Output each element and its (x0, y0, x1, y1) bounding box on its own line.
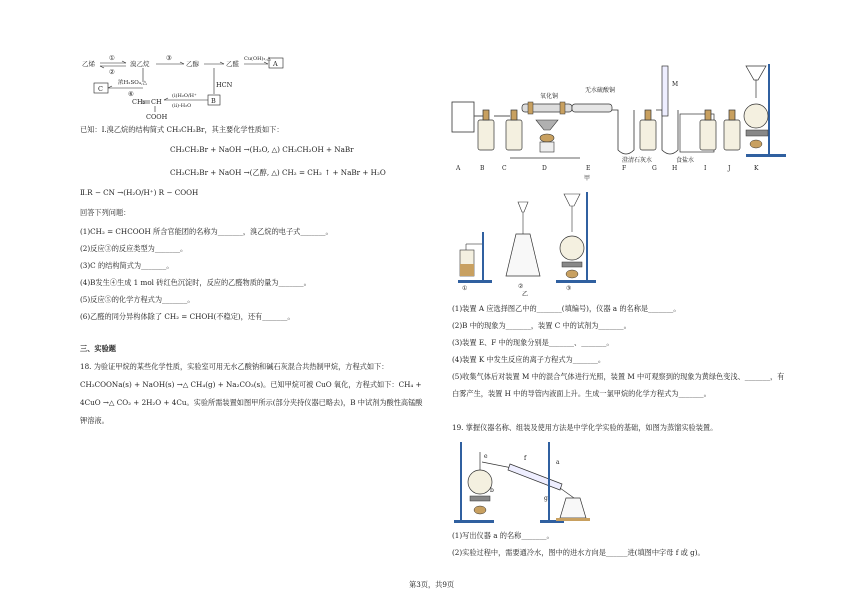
figure-label-jia: 甲 (584, 175, 591, 182)
question-2: (2)反应③的反应类型为_______。 (80, 244, 188, 253)
label-salt: 食盐水 (676, 157, 695, 164)
question-4: (4)B发生④生成 1 mol 砖红色沉淀时，反应的乙醛物质的量为_______。 (80, 278, 311, 287)
figure-label-yi: 乙 (522, 291, 529, 298)
right-question-3: (3)装置 E、F 中的现象分别是_______、_______。 (452, 338, 614, 347)
right-question-5b: 白雾产生，装置 H 中的导管内液面上升。生成一氯甲烷的化学方程式为_______。 (452, 389, 711, 398)
right-question-1: (1)装置 A 应选择图乙中的_______(填编号)，仪器 a 的名称是_______。 (452, 304, 681, 313)
question-5: (5)反应⑤的化学方程式为_______。 (80, 295, 195, 304)
question-1: (1)CH₂ = CHCOOH 所含官能团的名称为_______，溴乙烷的电子式_______。 (80, 227, 333, 236)
problem-18-line-3: 4CuO →△ CO₂ + 2H₂O + 4Cu。实验所需装置如图甲所示(部分夹持仪器已略去)，B 中试剂为酸性高锰酸 (80, 398, 423, 407)
right-question-5a: (5)收集气体后对装置 M 中的混合气体进行光照，装置 M 中可观察到的现象为黄绿色变浅、_______，有 (452, 372, 785, 381)
scheme-ch2: CH₂ (132, 98, 146, 106)
distillation-apparatus (452, 438, 612, 526)
q19-1: (1)写出仪器 a 的名称_______。 (452, 531, 554, 540)
known-2: Ⅱ.R − CN →(H₂O/H⁺) R − COOH (80, 188, 199, 197)
label-cuo: 氧化铜 (540, 93, 559, 100)
scheme-step1: ① (109, 54, 115, 62)
letter-f: F (622, 165, 627, 172)
scheme-hydrolysis: (ⅰ)H₂O/H⁺ (172, 93, 197, 99)
section-title: 三、实验题 (80, 344, 116, 353)
letter-g: G (652, 165, 657, 172)
label-cuso4: 无水硫酸铜 (585, 87, 616, 94)
letter-i: I (704, 165, 707, 172)
scheme-box-a: A (273, 60, 278, 68)
letter-c: C (502, 165, 507, 172)
scheme-step5: 浓H₂SO₄,△ (118, 80, 147, 86)
problem-18-line-2: CH₃COONa(s) + NaOH(s) →△ CH₄(g) + Na₂CO₃(s)。已知甲烷可被 CuO 氧化，方程式如下：CH₄ + (80, 380, 422, 389)
scheme-step2: ② (109, 68, 115, 76)
dist-label-f: f (524, 455, 527, 462)
letter-b: B (480, 165, 485, 172)
scheme-hydrolysis2: (ⅱ)-H₂O (172, 103, 192, 109)
right-question-2: (2)B 中的现象为_______，装置 C 中的试剂为_______。 (452, 321, 631, 330)
yi-label-3: ③ (566, 285, 572, 292)
yi-label-1: ① (462, 285, 468, 292)
scheme-ch: CH (151, 98, 162, 106)
label-lime: 澄清石灰水 (622, 157, 653, 164)
letter-j: J (728, 165, 731, 172)
problem-18-line-1: 18. 为验证甲烷的某些化学性质，实验室可用无水乙酸钠和碱石灰混合共热制甲烷，方程式如下： (80, 362, 389, 371)
letter-h: H (672, 165, 678, 172)
scheme-ethanol: 乙醇 (186, 60, 199, 68)
dist-label-g: g (544, 495, 548, 502)
question-6: (6)乙醛的同分异构体除了 CH₂ = CHOH(不稳定)，还有_______。 (80, 312, 295, 321)
letter-d: D (542, 165, 547, 172)
apparatus-jia (450, 58, 790, 188)
dist-label-e: e (484, 453, 488, 460)
scheme-step4: Cu(OH)₂,△ (244, 56, 271, 62)
letter-k: K (754, 165, 759, 172)
dist-label-b: b (490, 487, 494, 494)
scheme-box-b: B (211, 97, 216, 105)
label-m: M (672, 81, 679, 88)
known-1: 已知：Ⅰ.溴乙烷的结构简式 CH₃CH₂Br，其主要化学性质如下： (80, 125, 284, 134)
scheme-ethylene: 乙烯 (82, 60, 95, 68)
scheme-bromoethane: 溴乙烷 (130, 60, 150, 68)
problem-19: 19. 掌握仪器名称、组装及使用方法是中学化学实验的基础，如图为蒸馏实验装置。 (452, 423, 718, 432)
scheme-step3: ③ (166, 54, 172, 62)
scheme-hcn: HCN (216, 81, 233, 89)
q19-2: (2)实验过程中，需要通冷水，图中的进水方向是______进(填图中字母 f 或 g)。 (452, 548, 705, 557)
scheme-cooh: COOH (146, 113, 168, 121)
scheme-step6: ⑥ (128, 90, 134, 98)
scheme-acetaldehyde: 乙醛 (226, 60, 239, 68)
apparatus-yi (452, 188, 612, 298)
equation-2: CH₃CH₂Br + NaOH →(乙醇, △) CH₂ = CH₂ ↑ + NaBr + H₂O (170, 168, 386, 177)
scheme-box-c: C (98, 85, 103, 93)
letter-a: A (456, 165, 461, 172)
right-question-4: (4)装置 K 中发生反应的离子方程式为_______。 (452, 355, 606, 364)
dist-label-a: a (556, 459, 560, 466)
answer-prompt: 回答下列问题： (80, 208, 131, 217)
page-footer: 第3页，共9页 (409, 580, 455, 589)
reaction-scheme (80, 54, 290, 124)
yi-label-2: ② (518, 283, 524, 290)
letter-e: E (586, 165, 591, 172)
equation-1: CH₃CH₂Br + NaOH →(H₂O, △) CH₃CH₂OH + NaBr (170, 145, 354, 154)
problem-18-line-4: 钾溶液。 (80, 416, 109, 425)
question-3: (3)C 的结构简式为_______。 (80, 261, 174, 270)
